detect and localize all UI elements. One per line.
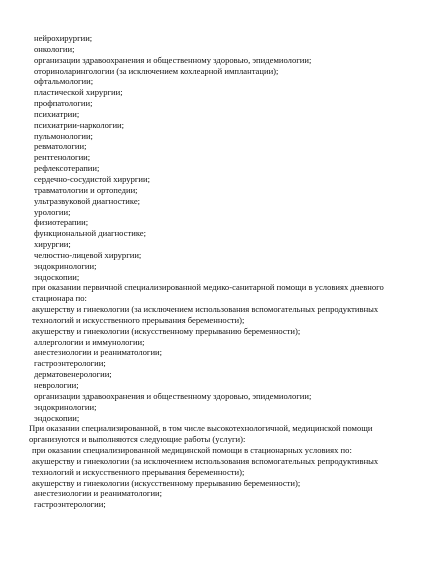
section-heading: при оказании специализированной медицинской помощи в стационарных условиях по: <box>32 445 352 456</box>
list-item: урологии; <box>34 206 71 217</box>
list-item: сердечно-сосудистой хирургии; <box>34 173 151 184</box>
list-item: психиатрии-наркологии; <box>34 119 125 130</box>
list-item: психиатрии; <box>34 108 80 119</box>
list-item: акушерству и гинекологии (за исключением использования вспомогательных репродуктивных технологий и искусственного прерывания беременности); <box>32 304 379 325</box>
list-item: аллергологии и иммунологии; <box>34 336 145 347</box>
list-item: эндокринологии; <box>34 260 97 271</box>
list-item: оториноларингологии (за исключением кохлеарной имплантации); <box>34 65 279 76</box>
list-item: эндоскопии; <box>34 412 80 423</box>
list-item: акушерству и гинекологии (искусственному прерыванию беременности); <box>32 477 301 488</box>
list-item: акушерству и гинекологии (искусственному прерыванию беременности); <box>32 325 301 336</box>
list-item: ревматологии; <box>34 141 87 152</box>
list-item: челюстно-лицевой хирургии; <box>34 249 142 260</box>
list-item: гастроэнтерологии; <box>34 358 106 369</box>
list-item: профпатологии; <box>34 98 93 109</box>
list-item: дерматовенерологии; <box>34 369 112 380</box>
list-item: гастроэнтерологии; <box>34 499 106 510</box>
paragraph: При оказании специализированной, в том числе высокотехнологичной, медицинской помощи организуются и выполняются следующие работы (услуги): <box>29 423 373 445</box>
list-item: рентгенологии; <box>34 152 91 163</box>
list-item: анестезиологии и реаниматологии; <box>34 347 163 358</box>
list-item: пластической хирургии; <box>34 87 123 98</box>
list-item: онкологии; <box>34 43 75 54</box>
list-item: нейрохирургии; <box>34 33 93 43</box>
document-body <box>29 33 414 510</box>
list-item: физиотерапии; <box>34 217 89 228</box>
list-item: акушерству и гинекологии (за исключением использования вспомогательных репродуктивных технологий и искусственного прерывания беременности); <box>32 455 379 477</box>
list-item: хирургии; <box>34 239 71 250</box>
list-item: пульмонологии; <box>34 130 93 141</box>
list-item: эндоскопии; <box>34 271 80 282</box>
list-item: организации здравоохранения и общественному здоровью, эпидемиологии; <box>34 390 312 401</box>
section-heading: при оказании первичной специализированной медико-санитарной помощи в условиях дневного стационара по: <box>32 282 384 304</box>
list-item: рефлексотерапии; <box>34 163 100 174</box>
list-item: офтальмологии; <box>34 76 94 87</box>
list-item: эндокринологии; <box>34 401 97 412</box>
list-item: ультразвуковой диагностике; <box>34 195 141 206</box>
list-item: организации здравоохранения и общественному здоровью, эпидемиологии; <box>34 54 312 65</box>
list-item: функциональной диагностике; <box>34 228 147 239</box>
list-item: анестезиологии и реаниматологии; <box>34 488 163 499</box>
list-item: травматологии и ортопедии; <box>34 184 138 195</box>
list-item: неврологии; <box>34 380 79 390</box>
